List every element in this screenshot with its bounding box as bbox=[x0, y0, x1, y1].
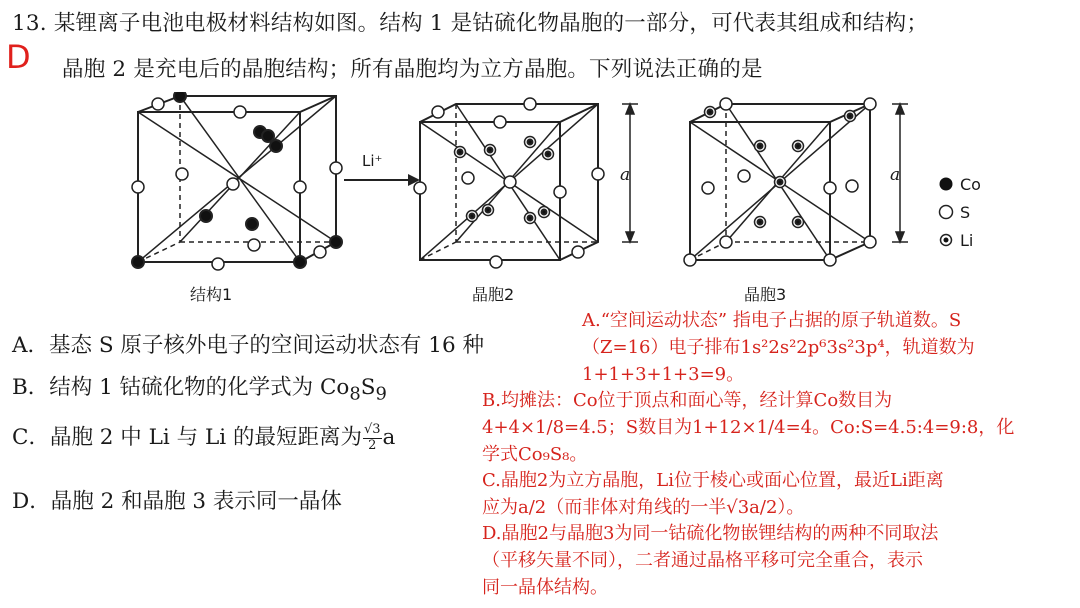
legend-co-marker bbox=[940, 178, 953, 191]
explanation-a-line: 1+1+3+1+3=9。 bbox=[582, 364, 745, 385]
caption-cell-2: 晶胞2 bbox=[472, 285, 515, 304]
cell-2-dimension-label: a bbox=[620, 165, 631, 185]
question-line-2: 晶胞 2 是充电后的晶胞结构；所有晶胞均为立方晶胞。下列说法正确的是 bbox=[62, 57, 763, 82]
caption-structure-1: 结构1 bbox=[190, 285, 233, 304]
explanation-b-line: 4+4×1/8=4.5；S数目为1+12×1/4=4。Co:S=4.5:4=9:8，化 bbox=[482, 417, 1015, 438]
charge-arrow bbox=[344, 152, 420, 186]
option-d: D．晶胞 2 和晶胞 3 表示同一晶体 bbox=[12, 489, 342, 514]
explanation-a-line: （Z=16）电子排布1s²2s²2p⁶3s²3p⁴，轨道数为 bbox=[582, 337, 975, 358]
fraction-numerator: √3 bbox=[363, 422, 381, 438]
option-b-sub-co: 8 bbox=[349, 383, 361, 405]
legend-li-label: Li bbox=[960, 231, 974, 250]
structure-1-front-face bbox=[138, 112, 300, 262]
option-c-text: C．晶胞 2 中 Li 与 Li 的最短距离为 bbox=[12, 425, 362, 450]
structure-1 bbox=[132, 92, 342, 270]
arrow-label-li-ion: Li⁺ bbox=[362, 152, 383, 170]
legend-co-label: Co bbox=[960, 175, 981, 194]
explanation-d bbox=[482, 520, 938, 601]
explanation-c-line: 应为a/2（而非体对角线的一半√3a/2）。 bbox=[482, 497, 805, 518]
cell-3-li-atoms bbox=[705, 107, 856, 228]
s-atoms bbox=[132, 98, 342, 270]
explanation-c-line: C.晶胞2为立方晶胞，Li位于棱心或面心位置，最近Li距离 bbox=[482, 470, 944, 491]
explanation-d-line: 同一晶体结构。 bbox=[482, 577, 608, 598]
explanation-d-line: D.晶胞2与晶胞3为同一钴硫化物嵌锂结构的两种不同取法 bbox=[482, 523, 939, 544]
option-b bbox=[12, 370, 387, 404]
answer-mark: D bbox=[6, 38, 31, 76]
caption-cell-3: 晶胞3 bbox=[744, 285, 787, 304]
legend bbox=[940, 175, 981, 250]
option-c-fraction bbox=[363, 423, 382, 453]
legend-s-label: S bbox=[960, 203, 971, 222]
fraction-denominator: 2 bbox=[368, 437, 377, 453]
option-c-suffix: a bbox=[382, 425, 396, 450]
explanation-d-line: （平移矢量不同），二者通过晶格平移可完全重合，表示 bbox=[482, 550, 923, 571]
question-line-1: 13. 某锂离子电池电极材料结构如图。结构 1 是钴硫化物晶胞的一部分，可代表其组成和结构； bbox=[12, 11, 929, 36]
option-b-s: S bbox=[360, 375, 376, 400]
explanation-c bbox=[482, 467, 944, 521]
explanation-a bbox=[582, 307, 975, 388]
explanation-b-line: 学式Co₉S₈。 bbox=[482, 444, 588, 465]
option-b-sub-s: 9 bbox=[375, 383, 387, 405]
crystal-structure-figure bbox=[130, 92, 1010, 308]
option-a: A．基态 S 原子核外电子的空间运动状态有 16 种 bbox=[12, 333, 484, 358]
cell-2 bbox=[414, 98, 604, 268]
explanation-b-line: B.均摊法：Co位于顶点和面心等，经计算Co数目为 bbox=[482, 390, 893, 411]
legend-s-marker bbox=[940, 206, 953, 219]
explanation-b bbox=[482, 387, 1014, 468]
option-c bbox=[12, 420, 395, 453]
cell-3-dimension-label: a bbox=[890, 165, 901, 185]
cell-3 bbox=[684, 98, 876, 266]
option-b-text: B．结构 1 钴硫化物的化学式为 Co bbox=[12, 375, 350, 400]
explanation-a-line: A.“空间运动状态” 指电子占据的原子轨道数。S bbox=[582, 310, 962, 331]
